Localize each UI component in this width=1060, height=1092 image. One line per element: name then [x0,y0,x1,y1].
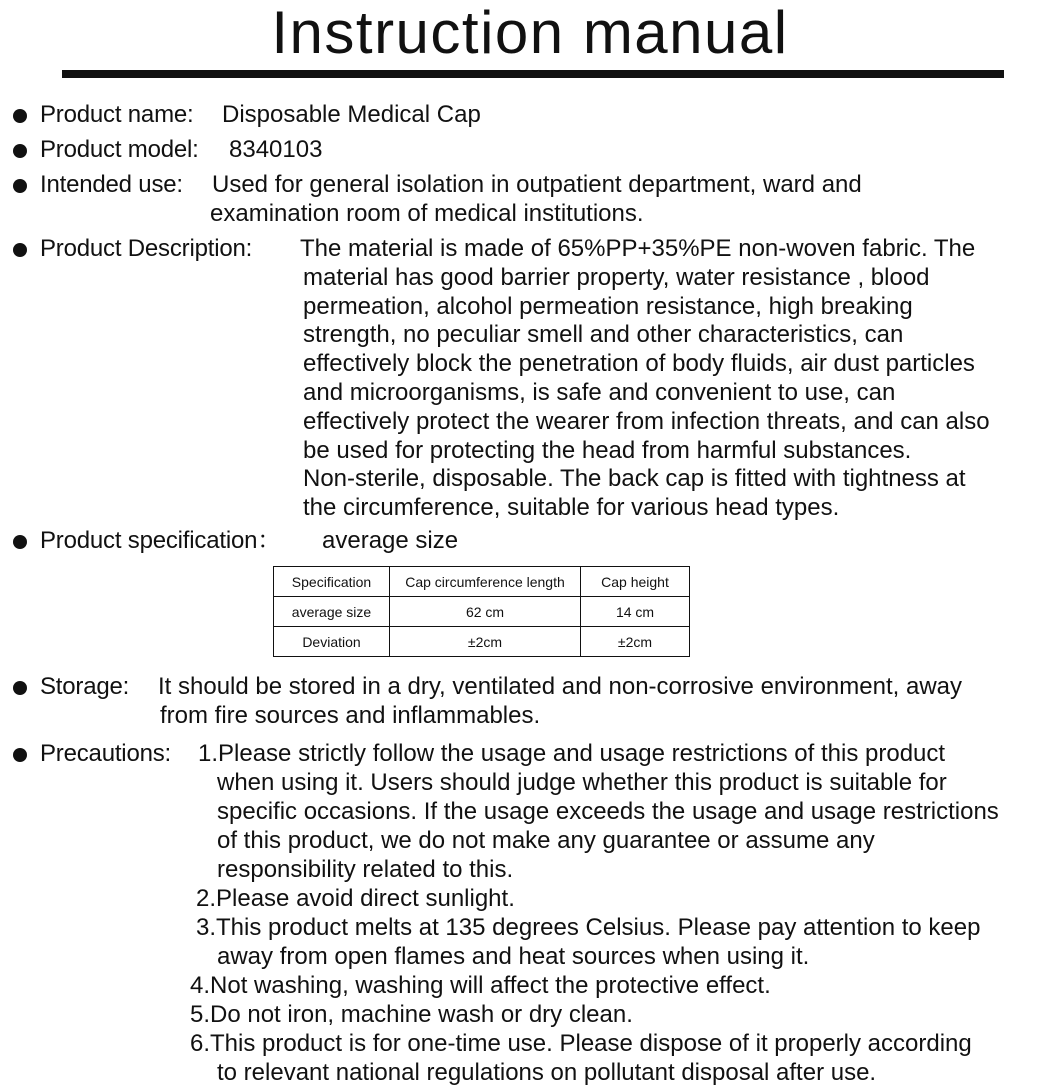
product-name-value: Disposable Medical Cap [222,101,481,128]
precaution-line: away from open flames and heat sources when using it. [217,943,810,970]
table-cell: ±2cm [390,627,581,657]
product-model-label: Product model: [40,136,199,163]
product-description-text [300,235,990,523]
table-cell: 62 cm [390,597,581,627]
title-underline [62,70,1004,78]
bullet-icon [13,748,27,762]
description-line: strength, no peculiar smell and other characteristics, can [303,321,904,349]
description-line: the circumference, suitable for various head types. [303,494,840,522]
table-cell: ±2cm [581,627,690,657]
table-header-cell: Cap circumference length [390,567,581,597]
intended-use-line: examination room of medical institutions. [210,200,644,227]
table-cell: average size [274,597,390,627]
storage-label: Storage: [40,673,130,700]
precaution-line: 2.Please avoid direct sunlight. [196,885,515,912]
bullet-icon [13,681,27,695]
table-cell: Deviation [274,627,390,657]
product-specification-value: average size [322,527,459,554]
table-cell: 14 cm [581,597,690,627]
precaution-line: to relevant national regulations on pollutant disposal after use. [217,1059,877,1086]
bullet-icon [13,243,27,257]
bullet-icon [13,535,27,549]
description-line: permeation, alcohol permeation resistance, high breaking [303,292,913,320]
intended-use-line: Used for general isolation in outpatient department, ward and [212,171,862,198]
bullet-icon [13,144,27,158]
description-line: be used for protecting the head from harmful substances. [303,436,912,464]
precaution-line: responsibility related to this. [217,856,514,883]
description-line: effectively protect the wearer from infection threats, and can also [303,407,990,435]
description-line: effectively block the penetration of body fluids, air dust particles [303,350,975,378]
precaution-line: when using it. Users should judge whether this product is suitable for [217,769,947,796]
product-specification-label: Product specification： [40,527,282,554]
table-header-row [274,567,690,597]
description-line: material has good barrier property, water resistance , blood [303,263,930,291]
product-description-label: Product Description: [40,235,253,262]
table-row [274,627,690,657]
precaution-line: 1.Please strictly follow the usage and usage restrictions of this product [198,740,946,767]
intended-use-label: Intended use: [40,171,183,198]
table-header-cell: Cap height [581,567,690,597]
precaution-line: of this product, we do not make any guarantee or assume any [217,827,875,854]
precaution-line: 6.This product is for one-time use. Please dispose of it properly according [190,1030,972,1057]
description-line: and microorganisms, is safe and convenient to use, can [303,378,896,406]
product-model-value: 8340103 [229,136,323,163]
precaution-line: 4.Not washing, washing will affect the protective effect. [190,972,771,999]
page-title: Instruction manual [271,0,789,66]
precautions-label: Precautions: [40,740,172,767]
precaution-line: specific occasions. If the usage exceeds the usage and usage restrictions [217,798,999,825]
storage-line: It should be stored in a dry, ventilated and non-corrosive environment, away [158,673,962,700]
description-line: The material is made of 65%PP+35%PE non-woven fabric. The [300,235,976,262]
bullet-icon [13,179,27,193]
precaution-line: 3.This product melts at 135 degrees Celsius. Please pay attention to keep [196,914,981,941]
description-line: Non-sterile, disposable. The back cap is fitted with tightness at [303,465,966,493]
bullet-icon [13,109,27,123]
table-row [274,597,690,627]
storage-line: from fire sources and inflammables. [160,702,541,729]
precaution-line: 5.Do not iron, machine wash or dry clean. [190,1001,633,1028]
table-header-cell: Specification [274,567,390,597]
specification-table [273,566,690,657]
product-name-label: Product name: [40,101,194,128]
